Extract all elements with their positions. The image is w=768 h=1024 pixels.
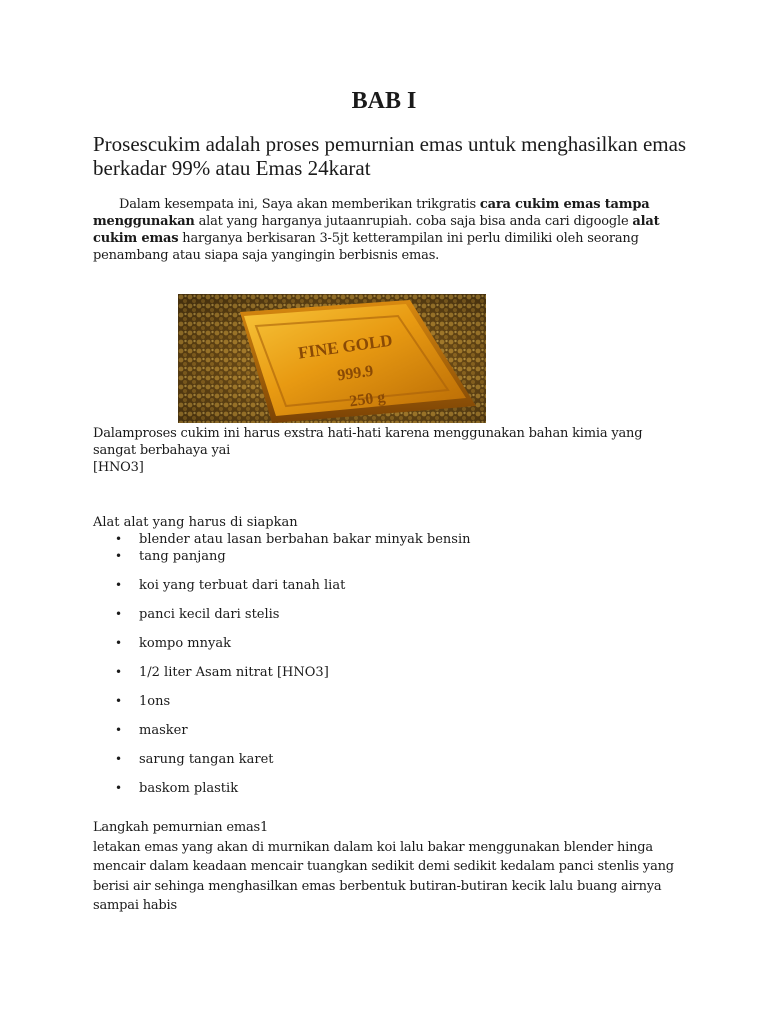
gold-bar-photo [178, 294, 486, 423]
steps-body: letakan emas yang akan di murnikan dalam koi lalu bakar menggunakan blender hinga mencair dalam keadaan mencair tuangkan sedikit demi sedikit kedalam panci stenlis yang berisi air sehinga menghasilkan emas berbentuk butiran-butiran kecik lalu buang airnya sampai habis [93, 839, 674, 913]
bullet-icon: • [115, 723, 123, 737]
bullet-icon: • [115, 607, 123, 621]
bullet-icon: • [115, 636, 123, 650]
list-item: • tang panjang [115, 549, 226, 564]
steps-section [93, 818, 683, 916]
bullet-icon: • [115, 752, 123, 766]
list-item: • baskom plastik [115, 781, 239, 796]
page-title: BAB I [351, 88, 417, 114]
intro-text-3: harganya berkisaran 3-5jt ketterampilan ini perlu dimiliki oleh seorang penambang atau siapa saja yangingin berbisnis emas. [93, 231, 639, 263]
list-item: • masker [115, 723, 188, 738]
bar-stamp-line1: FINE GOLD [296, 330, 394, 363]
intro-paragraph [93, 196, 683, 264]
bullet-icon: • [115, 665, 123, 679]
list-item: • panci kecil dari stelis [115, 607, 280, 622]
list-item: • blender atau lasan berbahan bakar minyak bensin [115, 532, 471, 547]
tools-list [93, 531, 653, 797]
list-item: • koi yang terbuat dari tanah liat [115, 578, 346, 593]
hazard-chemical: [HNO3] [93, 460, 144, 475]
bullet-icon: • [115, 781, 123, 795]
bullet-icon: • [115, 578, 123, 592]
list-item: • 1/2 liter Asam nitrat [HNO3] [115, 665, 329, 680]
subtitle: Prosescukim adalah proses pemurnian emas untuk menghasilkan emas berkadar 99% atau Emas 24karat [93, 132, 687, 180]
hazard-text: Dalamproses cukim ini harus exstra hati-hati karena menggunakan bahan kimia yang sangat berbahaya yai [93, 426, 643, 458]
bar-stamp-line3: 250 g [348, 388, 387, 411]
intro-text-1: Dalam kesempata ini, Saya akan memberikan trikgratis [119, 197, 480, 212]
bar-stamp-line2: 999.9 [336, 362, 375, 385]
tools-heading: Alat alat yang harus di siapkan [93, 515, 298, 530]
intro-bold-1: cara cukim emas tampa menggunakan [93, 197, 650, 229]
bullet-icon: • [115, 549, 123, 563]
list-item: • kompo mnyak [115, 636, 231, 651]
bullet-icon: • [115, 532, 123, 546]
bullet-icon: • [115, 694, 123, 708]
intro-bold-2: alat cukim emas [93, 214, 660, 246]
list-item: • sarung tangan karet [115, 752, 274, 767]
hazard-paragraph [93, 425, 683, 476]
intro-text-2: alat yang harganya jutaanrupiah. coba saja bisa anda cari digoogle [194, 214, 633, 229]
steps-heading: Langkah pemurnian emas1 [93, 820, 269, 835]
list-item: • 1ons [115, 694, 171, 709]
gold-bar-image [178, 294, 486, 423]
